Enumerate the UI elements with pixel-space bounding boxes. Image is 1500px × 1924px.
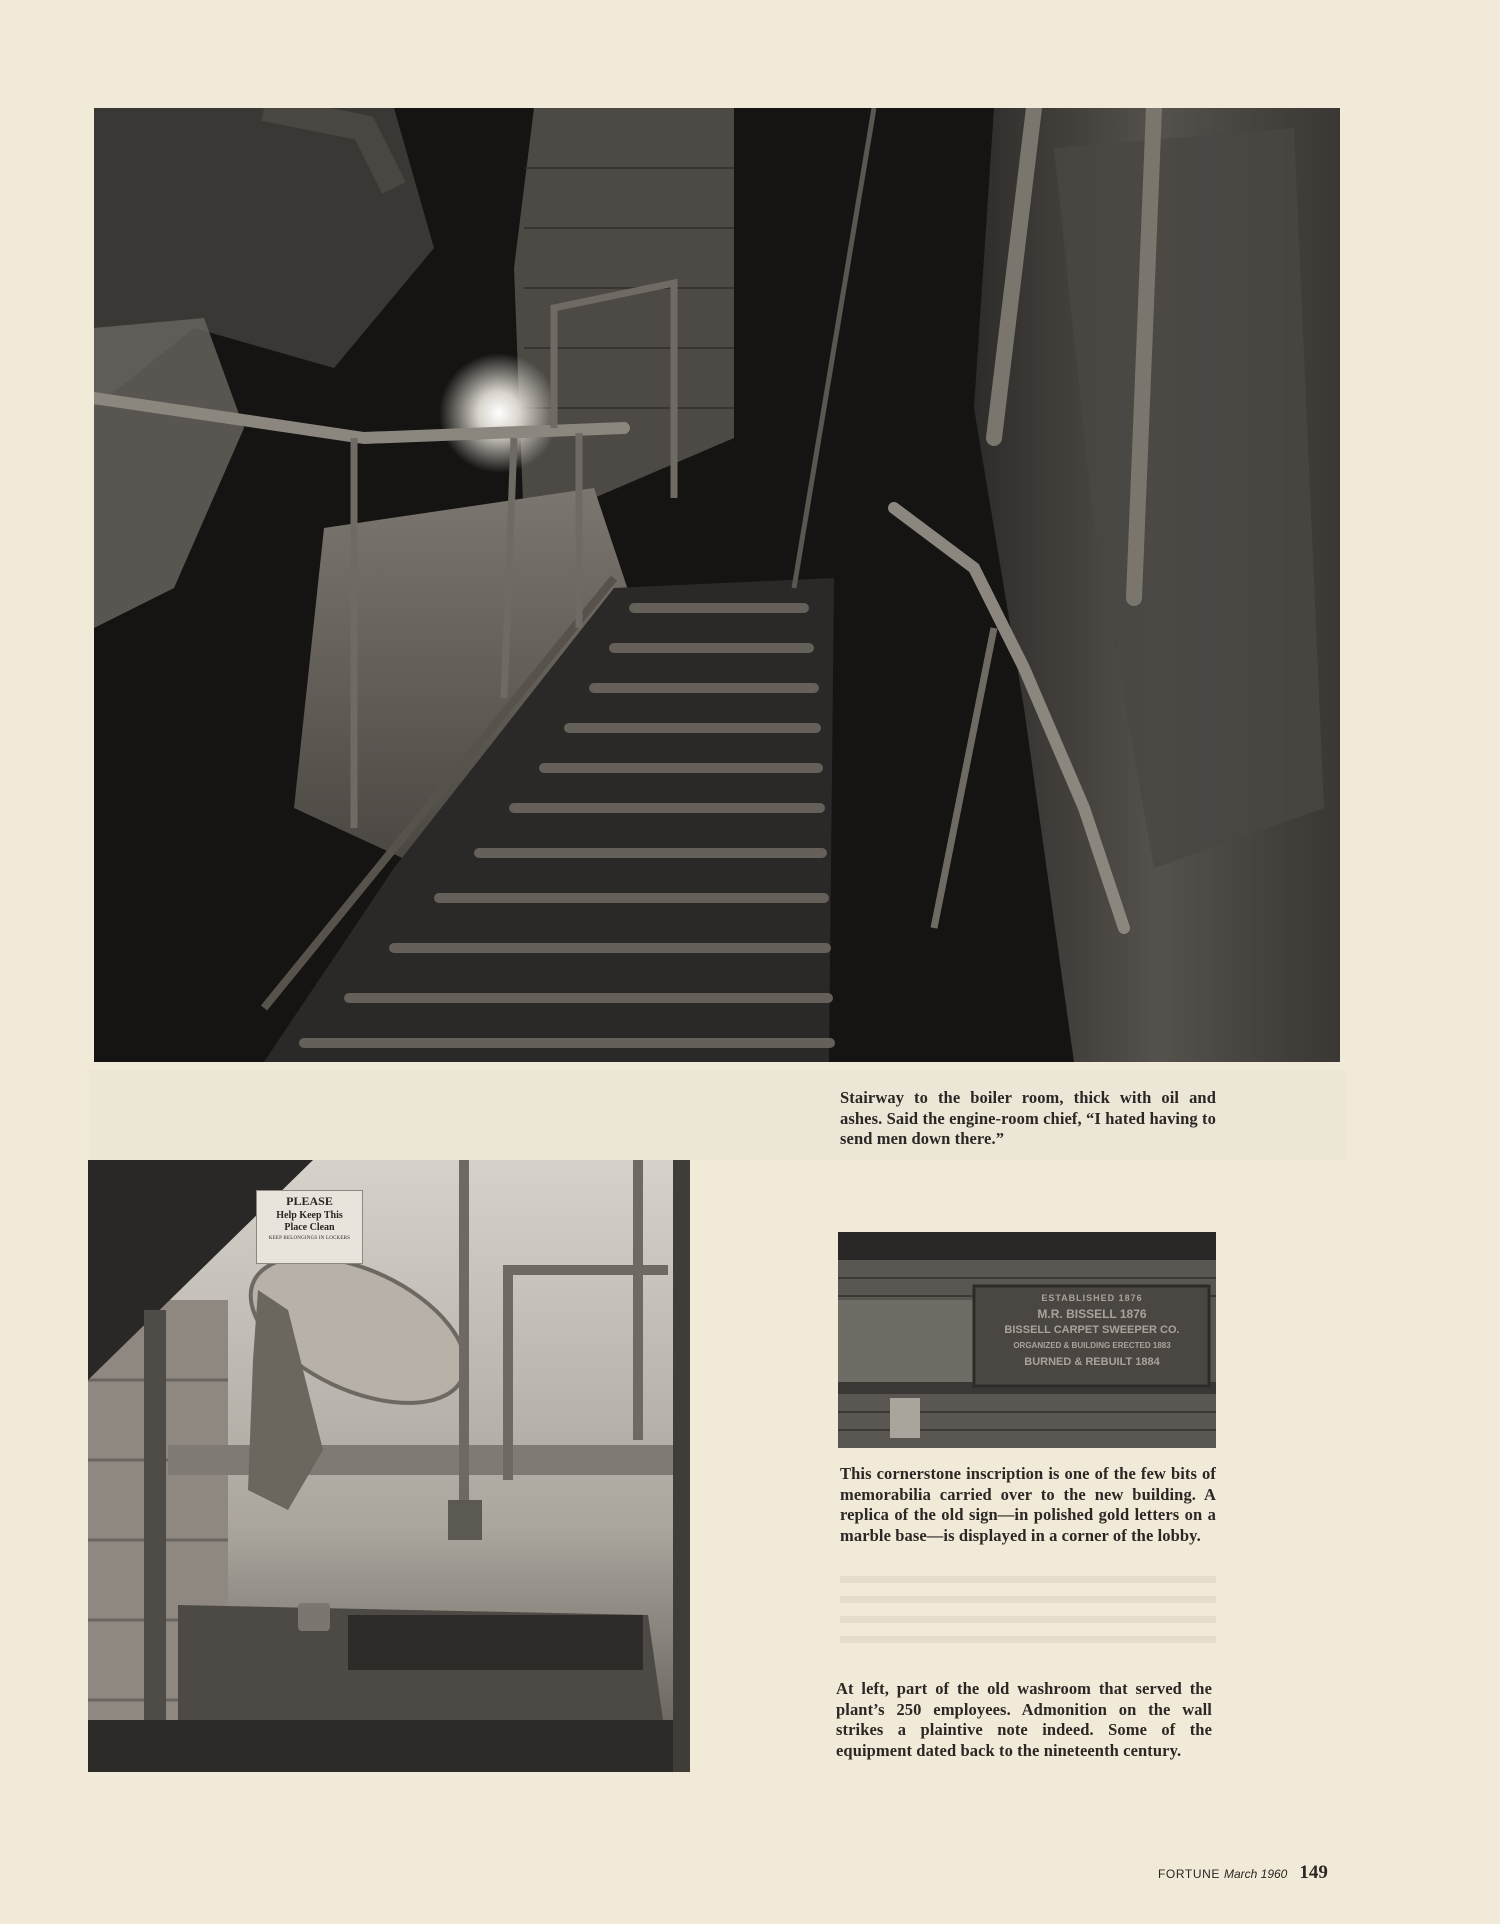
cornerstone-plaque bbox=[976, 1290, 1208, 1370]
plaque-line-5: BURNED & REBUILT 1884 bbox=[1024, 1356, 1160, 1368]
stairway-caption: Stairway to the boiler room, thick with oil and ashes. Said the engine-room chief, “I hated having to send men down there.” bbox=[840, 1088, 1216, 1148]
cornerstone-photo bbox=[838, 1232, 1216, 1448]
plaque-line-1: ESTABLISHED 1876 bbox=[1041, 1293, 1143, 1303]
washroom-photo-icon bbox=[88, 1160, 690, 1772]
sign-line-1: PLEASE bbox=[286, 1194, 333, 1208]
cornerstone-caption: This cornerstone inscription is one of the few bits of memorabilia carried over to the new building. A replica of the old sign—in polished gold letters on a marble base—is displayed in a corner of the lobby. bbox=[840, 1464, 1216, 1545]
magazine-name: FORTUNE bbox=[1158, 1867, 1220, 1881]
washroom-sign bbox=[256, 1190, 363, 1264]
washroom-photo bbox=[88, 1160, 690, 1772]
sign-line-2: Help Keep This bbox=[276, 1210, 343, 1221]
sign-line-3: Place Clean bbox=[284, 1222, 335, 1233]
issue-date: March 1960 bbox=[1223, 1867, 1288, 1881]
plaque-line-4: ORGANIZED & BUILDING ERECTED 1883 bbox=[1013, 1341, 1171, 1350]
sign-line-4: KEEP BELONGINGS IN LOCKERS bbox=[268, 1236, 351, 1241]
washroom-caption: At left, part of the old washroom that served the plant’s 250 employees. Admonition on the wall strikes a plaintive note indeed. Some of the equipment dated back to the nineteenth century. bbox=[836, 1679, 1212, 1760]
stairway-photo bbox=[94, 108, 1340, 1062]
plaque-line-3: BISSELL CARPET SWEEPER CO. bbox=[1004, 1324, 1180, 1336]
show-through-text bbox=[840, 1576, 1216, 1646]
page-footer bbox=[1158, 1862, 1328, 1884]
page-number: 149 bbox=[1299, 1862, 1328, 1883]
plaque-line-2: M.R. BISSELL 1876 bbox=[1037, 1307, 1147, 1321]
stairway-photo-icon bbox=[94, 108, 1340, 1062]
